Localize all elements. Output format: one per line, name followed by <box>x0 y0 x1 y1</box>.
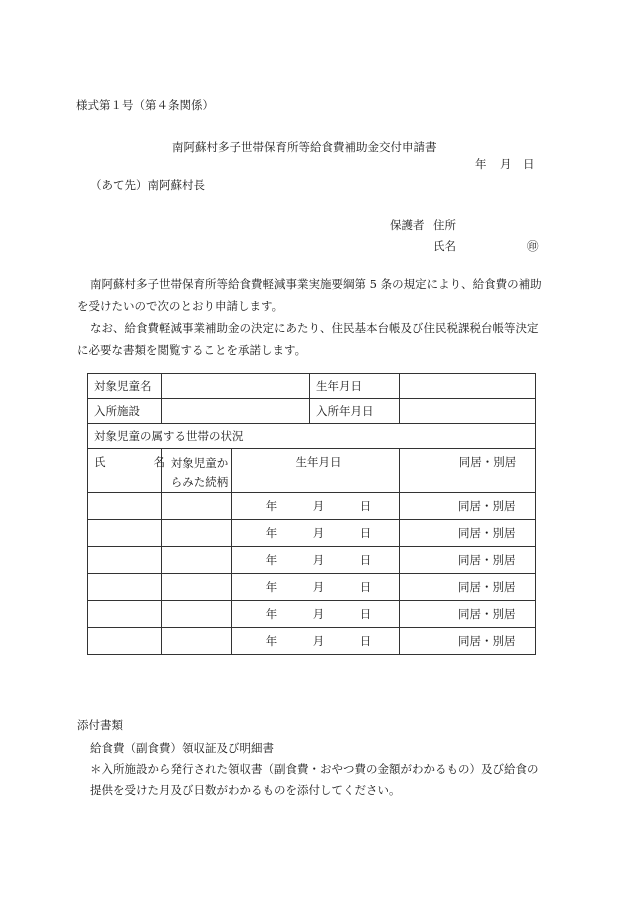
member-name-field[interactable] <box>88 493 162 520</box>
household-heading: 対象児童の属する世帯の状況 <box>88 424 536 449</box>
col-relation-line2: らみた続柄 <box>170 475 229 489</box>
statement-para2-line2: に必要な書類を閲覧することを承諾します。 <box>77 343 307 357</box>
name-label: 氏名 <box>433 239 456 253</box>
household-member-row <box>88 547 536 574</box>
col-name-header <box>88 449 165 493</box>
facility-label: 入所施設 <box>88 399 162 424</box>
household-member-row <box>88 520 536 547</box>
household-member-row <box>88 628 536 655</box>
statement-para1-line1: 南阿蘇村多子世帯保育所等給食費軽減事業実施要綱第 5 条の規定により、給食費の補助 <box>90 277 542 291</box>
member-year: 年 <box>265 553 278 567</box>
member-relation-field[interactable] <box>162 628 232 655</box>
member-day: 日 <box>359 553 372 567</box>
facility-field[interactable] <box>162 399 310 424</box>
col-name-part2: 名 <box>153 455 165 469</box>
col-relation-line1: 対象児童か <box>170 456 229 470</box>
col-cohabit-header: 同居・別居 <box>400 449 536 493</box>
member-name-field[interactable] <box>88 574 162 601</box>
member-cohabit-choice[interactable]: 同居・別居 <box>400 547 536 574</box>
child-row <box>88 374 536 399</box>
guardian-label: 保護者 <box>390 218 425 232</box>
member-year: 年 <box>265 580 278 594</box>
member-month: 月 <box>312 607 325 621</box>
date-month: 月 <box>500 157 512 171</box>
member-birthdate-field[interactable] <box>232 628 400 655</box>
household-member-row <box>88 574 536 601</box>
member-month: 月 <box>312 580 325 594</box>
attachment-note-line2: 提供を受けた月及び日数がわかるものを添付してください。 <box>90 783 401 797</box>
member-birthdate-field[interactable] <box>232 520 400 547</box>
member-month: 月 <box>312 634 325 648</box>
attachment-item-receipt: 給食費（副食費）領収証及び明細書 <box>90 741 274 755</box>
child-name-field[interactable] <box>162 374 310 399</box>
member-cohabit-choice[interactable]: 同居・別居 <box>400 520 536 547</box>
member-cohabit-choice[interactable]: 同居・別居 <box>400 628 536 655</box>
member-year: 年 <box>265 526 278 540</box>
child-birthdate-label: 生年月日 <box>310 374 400 399</box>
member-day: 日 <box>359 580 372 594</box>
member-month: 月 <box>312 553 325 567</box>
member-year: 年 <box>265 634 278 648</box>
member-day: 日 <box>359 499 372 513</box>
member-month: 月 <box>312 499 325 513</box>
member-month: 月 <box>312 526 325 540</box>
statement-para2-line1: なお、給食費軽減事業補助金の決定にあたり、住民基本台帳及び住民税課税台帳等決定 <box>90 321 539 335</box>
member-relation-field[interactable] <box>162 520 232 547</box>
statement-para1-line2: を受けたいので次のとおり申請します。 <box>77 299 284 313</box>
member-day: 日 <box>359 526 372 540</box>
date-year: 年 <box>475 157 487 171</box>
member-birthdate-field[interactable] <box>232 493 400 520</box>
col-relation-header <box>162 449 232 493</box>
member-name-field[interactable] <box>88 601 162 628</box>
member-birthdate-field[interactable] <box>232 574 400 601</box>
attachments-heading: 添付書類 <box>77 718 123 732</box>
application-table <box>87 373 536 655</box>
addressee: （あて先）南阿蘇村長 <box>90 178 205 192</box>
member-day: 日 <box>359 634 372 648</box>
member-cohabit-choice[interactable]: 同居・別居 <box>400 493 536 520</box>
attachment-note-line1: ＊入所施設から発行された領収書（副食費・おやつ費の金額がわかるもの）及び給食の <box>90 762 539 776</box>
member-cohabit-choice[interactable]: 同居・別居 <box>400 601 536 628</box>
member-year: 年 <box>265 607 278 621</box>
child-name-label: 対象児童名 <box>88 374 162 399</box>
seal-mark: ㊞ <box>527 239 539 253</box>
member-birthdate-field[interactable] <box>232 547 400 574</box>
col-name-part1: 氏 <box>94 455 106 469</box>
household-member-row <box>88 601 536 628</box>
household-member-row <box>88 493 536 520</box>
member-relation-field[interactable] <box>162 601 232 628</box>
member-relation-field[interactable] <box>162 547 232 574</box>
address-label: 住所 <box>433 218 456 232</box>
member-day: 日 <box>359 607 372 621</box>
household-header-row <box>88 449 536 493</box>
form-number: 様式第１号（第４条関係） <box>76 98 214 112</box>
member-relation-field[interactable] <box>162 574 232 601</box>
member-cohabit-choice[interactable]: 同居・別居 <box>400 574 536 601</box>
col-birthdate-header: 生年月日 <box>232 449 400 493</box>
member-year: 年 <box>265 499 278 513</box>
member-name-field[interactable] <box>88 547 162 574</box>
household-heading-row <box>88 424 536 449</box>
member-birthdate-field[interactable] <box>232 601 400 628</box>
child-birthdate-field[interactable] <box>400 374 536 399</box>
member-name-field[interactable] <box>88 520 162 547</box>
member-relation-field[interactable] <box>162 493 232 520</box>
admission-date-field[interactable] <box>400 399 536 424</box>
admission-date-label: 入所年月日 <box>310 399 400 424</box>
date-day: 日 <box>523 157 535 171</box>
form-title: 南阿蘇村多子世帯保育所等給食費補助金交付申請書 <box>172 140 437 154</box>
facility-row <box>88 399 536 424</box>
member-name-field[interactable] <box>88 628 162 655</box>
